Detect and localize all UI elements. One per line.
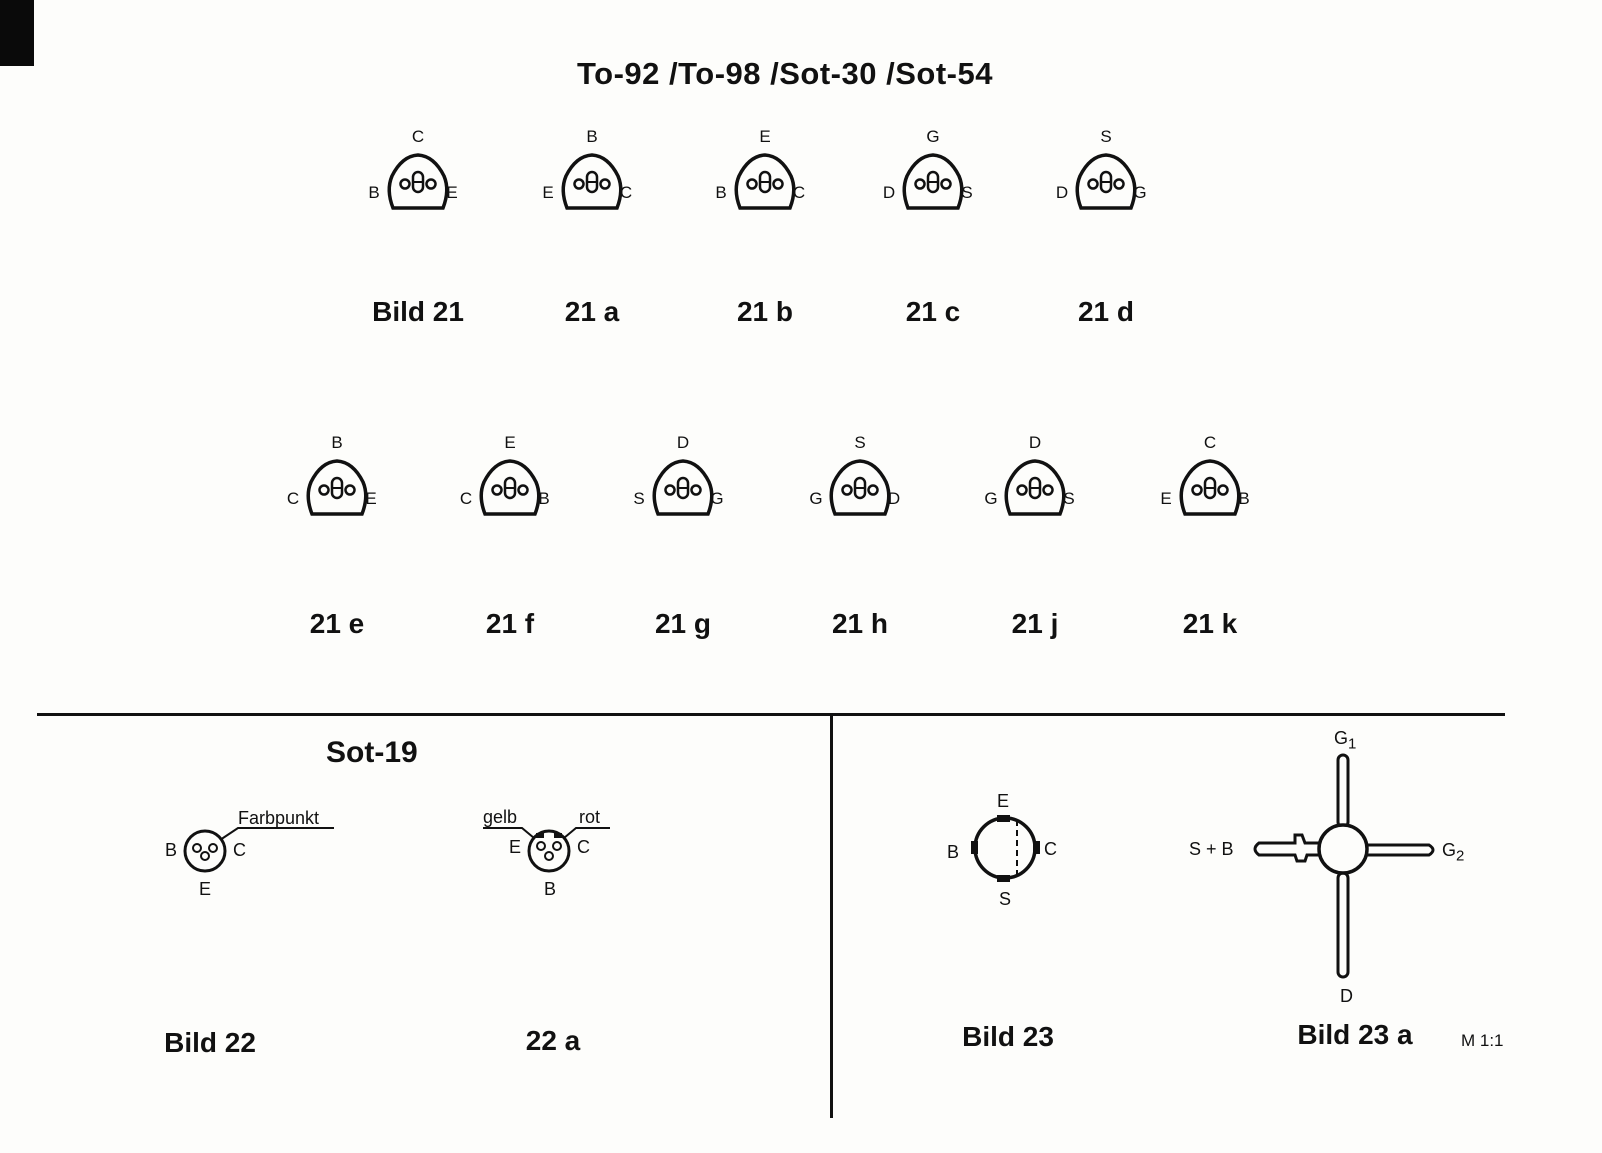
- pin-label-right: C: [619, 183, 633, 202]
- figure-caption: 21 j: [1011, 608, 1059, 639]
- pin-label-top: E: [504, 433, 516, 452]
- to92-package: [358, 128, 478, 238]
- pin-label-right: E: [365, 489, 377, 508]
- pin-label-top: D: [676, 433, 690, 452]
- figure-caption: 21 e: [309, 608, 365, 639]
- pin-label-b: B: [544, 879, 557, 899]
- pin-label-top: S: [854, 433, 866, 452]
- pin-label-right: D: [887, 489, 901, 508]
- to92-package: [705, 128, 825, 238]
- pin-label-top: D: [1028, 433, 1042, 452]
- caption-bild-23a: Bild 23 a: [1297, 1019, 1413, 1050]
- figure-caption: 21 k: [1182, 608, 1238, 639]
- figure-caption: 21 g: [654, 608, 712, 639]
- pin-label-top: E: [759, 127, 771, 146]
- section-title-sot19: Sot-19: [326, 736, 418, 769]
- pin-label-top: G: [926, 127, 940, 146]
- pin-label-e: E: [997, 791, 1010, 811]
- scale-label: M 1:1: [1461, 1031, 1504, 1050]
- pin-label-c: C: [233, 840, 246, 860]
- pin-label-e: E: [199, 879, 212, 899]
- to92-package: [873, 128, 993, 238]
- pin-label-d: D: [1340, 986, 1353, 1006]
- vertical-divider: [830, 713, 833, 1118]
- pin-label-c: C: [577, 837, 590, 857]
- figure-caption: 21 c: [905, 296, 961, 327]
- pin-label-left: G: [809, 489, 823, 508]
- pin-label-top: S: [1100, 127, 1112, 146]
- horizontal-divider: [37, 713, 1505, 716]
- pin-label-left: B: [715, 183, 727, 202]
- figure-caption: Bild 21: [372, 296, 464, 327]
- to92-package: [975, 434, 1095, 544]
- pin-label-left: C: [286, 489, 300, 508]
- to92-package: [1150, 434, 1270, 544]
- pin-label-g1: $G_1$: [1334, 728, 1357, 753]
- pin-label-top: B: [586, 127, 598, 146]
- pin-label-left: E: [542, 183, 554, 202]
- pin-label-left: C: [459, 489, 473, 508]
- pin-label-g2: $G_2$: [1442, 840, 1465, 865]
- color-label-rot: rot: [579, 807, 601, 827]
- caption-22a: 22 a: [525, 1025, 581, 1056]
- pin-label-right: S: [1063, 489, 1075, 508]
- corner-black-mark: [0, 0, 34, 66]
- cross-package-outline: [1185, 725, 1495, 1015]
- caption-bild-22: Bild 22: [164, 1027, 256, 1058]
- figure-23a: [1185, 725, 1495, 1015]
- pin-label-right: G: [1133, 183, 1147, 202]
- pin-label-left: D: [882, 183, 896, 202]
- pin-label-b: B: [947, 842, 960, 862]
- to92-package: [800, 434, 920, 544]
- color-dot-label: Farbpunkt: [238, 808, 320, 828]
- figure-caption: 21 b: [736, 296, 794, 327]
- pin-label-top: C: [411, 127, 425, 146]
- figure-caption: 21 f: [485, 608, 535, 639]
- to92-package: [1046, 128, 1166, 238]
- pin-label-right: G: [710, 489, 724, 508]
- pin-label-left: G: [984, 489, 998, 508]
- pin-label-right: B: [538, 489, 550, 508]
- pin-label-left: E: [1160, 489, 1172, 508]
- pin-label-top: B: [331, 433, 343, 452]
- pin-label-left: B: [368, 183, 380, 202]
- caption-bild-23: Bild 23: [962, 1021, 1054, 1052]
- pin-label-right: B: [1238, 489, 1250, 508]
- to92-package: [532, 128, 652, 238]
- to92-package: [623, 434, 743, 544]
- pin-label-right: S: [961, 183, 973, 202]
- pin-label-s: S: [999, 889, 1012, 909]
- figure-23: [940, 790, 1070, 920]
- figure-caption: 21 h: [831, 608, 889, 639]
- figure-22: [160, 800, 360, 910]
- to92-package: [277, 434, 397, 544]
- color-label-gelb: gelb: [483, 807, 518, 827]
- figure-caption: 21 d: [1077, 296, 1135, 327]
- figure-caption: 21 a: [564, 296, 620, 327]
- figure-22a: [478, 800, 638, 910]
- pin-label-right: E: [446, 183, 458, 202]
- pin-label-left: D: [1055, 183, 1069, 202]
- pin-label-left: S: [633, 489, 645, 508]
- pin-label-right: C: [792, 183, 806, 202]
- pin-label-c: C: [1044, 839, 1057, 859]
- pin-label-top: C: [1203, 433, 1217, 452]
- pin-label-b: B: [165, 840, 178, 860]
- page-title: To-92 /To-98 /Sot-30 /Sot-54: [577, 56, 993, 91]
- pin-label-e: E: [509, 837, 522, 857]
- pin-label-s-plus-b: S + B: [1189, 839, 1234, 859]
- to92-package: [450, 434, 570, 544]
